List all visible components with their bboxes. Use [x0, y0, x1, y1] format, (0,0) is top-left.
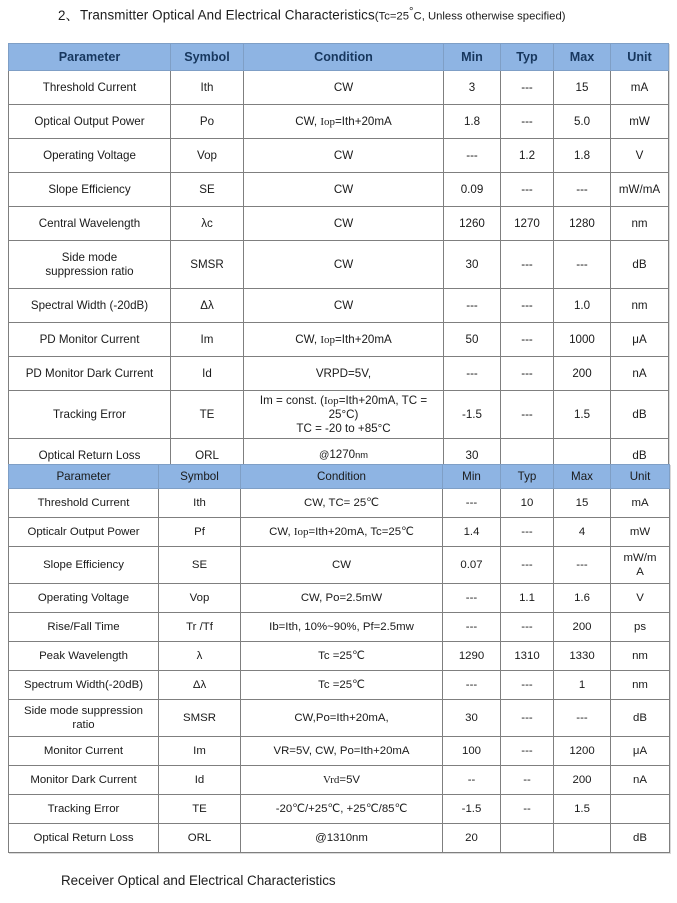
cell-typ: --- [501, 613, 554, 642]
cell-min: 30 [443, 700, 501, 737]
table-row [9, 489, 670, 518]
cell-condition: CW [244, 71, 444, 105]
cell-symbol: λc [171, 207, 244, 241]
cell-symbol: Im [171, 323, 244, 357]
cell-symbol: Ith [171, 71, 244, 105]
table-row [9, 642, 670, 671]
cell-parameter: PD Monitor Dark Current [9, 357, 171, 391]
table-header-row [9, 465, 670, 489]
cell-max: 1000 [554, 323, 611, 357]
cell-parameter: Side mode suppression ratio [9, 700, 159, 737]
cell-symbol: SE [171, 173, 244, 207]
cell-parameter: Opticalr Output Power [9, 518, 159, 547]
section-condition-suffix: C, Unless otherwise specified) [413, 10, 566, 23]
cell-condition: -20℃/+25℃, +25℃/85℃ [241, 795, 443, 824]
cell-symbol: Vop [171, 139, 244, 173]
cell-unit: nm [611, 671, 670, 700]
cell-condition: CW [244, 241, 444, 289]
column-header-max: Max [554, 44, 611, 71]
cell-typ: 1310 [501, 642, 554, 671]
cell-typ: --- [501, 71, 554, 105]
table-row [9, 241, 669, 289]
cell-unit: nm [611, 207, 669, 241]
cell-typ: --- [501, 357, 554, 391]
cell-min: 1260 [444, 207, 501, 241]
table-row [9, 105, 669, 139]
cell-min: --- [444, 139, 501, 173]
cell-condition: VRPD=5V, [244, 357, 444, 391]
cell-condition: CW,Po=Ith+20mA, [241, 700, 443, 737]
cell-max: 4 [554, 518, 611, 547]
cell-parameter: Optical Return Loss [9, 824, 159, 853]
cell-parameter: Central Wavelength [9, 207, 171, 241]
cell-unit: nA [611, 766, 670, 795]
cell-min: -- [443, 766, 501, 795]
cell-parameter: Tracking Error [9, 795, 159, 824]
cell-max: 200 [554, 613, 611, 642]
cell-min: 100 [443, 737, 501, 766]
cell-typ: --- [501, 289, 554, 323]
cell-condition: CW, Iop=Ith+20mA [244, 323, 444, 357]
cell-typ [501, 824, 554, 853]
cell-max: 200 [554, 357, 611, 391]
cell-min: 30 [444, 439, 501, 473]
cell-max: 1 [554, 671, 611, 700]
section-number: 2、 [58, 7, 80, 23]
cell-symbol: Tr /Tf [159, 613, 241, 642]
cell-condition: CW [244, 289, 444, 323]
cell-parameter: Side mode suppression ratio [9, 241, 171, 289]
cell-unit [611, 795, 670, 824]
transmitter-characteristics-table-2 [8, 464, 670, 853]
column-header-min: Min [444, 44, 501, 71]
cell-min: 1.4 [443, 518, 501, 547]
column-header-symbol: Symbol [159, 465, 241, 489]
cell-symbol: ORL [171, 439, 244, 473]
cell-parameter: Threshold Current [9, 71, 171, 105]
cell-parameter: Optical Return Loss [9, 439, 171, 473]
cell-min: 3 [444, 71, 501, 105]
cell-symbol: Id [171, 357, 244, 391]
cell-min: --- [443, 671, 501, 700]
cell-parameter: Spectrum Width(-20dB) [9, 671, 159, 700]
cell-unit: mW/mA [611, 173, 669, 207]
cell-min: --- [444, 289, 501, 323]
cell-parameter: Peak Wavelength [9, 642, 159, 671]
cell-symbol: TE [171, 391, 244, 439]
table-row [9, 139, 669, 173]
cell-symbol: TE [159, 795, 241, 824]
cell-unit: mA [611, 489, 670, 518]
table-row [9, 357, 669, 391]
cell-unit: mW/m A [611, 547, 670, 584]
cell-typ: --- [501, 518, 554, 547]
cell-unit: V [611, 139, 669, 173]
cell-parameter: Operating Voltage [9, 584, 159, 613]
cell-symbol: ORL [159, 824, 241, 853]
cell-typ: --- [501, 105, 554, 139]
cell-min: -1.5 [443, 795, 501, 824]
table-row [9, 71, 669, 105]
cell-symbol: Im [159, 737, 241, 766]
table-row [9, 323, 669, 357]
cell-min: 50 [444, 323, 501, 357]
cell-min: 0.09 [444, 173, 501, 207]
column-header-typ: Typ [501, 465, 554, 489]
cell-symbol: λ [159, 642, 241, 671]
cell-condition: CW, Iop=Ith+20mA [244, 105, 444, 139]
cell-typ: --- [501, 391, 554, 439]
table-row [9, 700, 670, 737]
table-row [9, 613, 670, 642]
cell-max: 1330 [554, 642, 611, 671]
cell-symbol: Ith [159, 489, 241, 518]
column-header-typ: Typ [501, 44, 554, 71]
table-row [9, 391, 669, 439]
cell-typ: -- [501, 766, 554, 795]
cell-symbol: Δλ [171, 289, 244, 323]
cell-typ: --- [501, 241, 554, 289]
table-row [9, 207, 669, 241]
cell-max: --- [554, 173, 611, 207]
cell-parameter: Rise/Fall Time [9, 613, 159, 642]
cell-parameter: Monitor Dark Current [9, 766, 159, 795]
cell-min: 20 [443, 824, 501, 853]
cell-max: 5.0 [554, 105, 611, 139]
cell-parameter: Operating Voltage [9, 139, 171, 173]
table-row [9, 289, 669, 323]
cell-condition: CW [244, 139, 444, 173]
cell-symbol: SMSR [171, 241, 244, 289]
column-header-unit: Unit [611, 465, 670, 489]
cell-unit: nm [611, 642, 670, 671]
cell-condition: CW, TC= 25℃ [241, 489, 443, 518]
cell-condition: CW [241, 547, 443, 584]
cell-max: 1200 [554, 737, 611, 766]
column-header-condition: Condition [244, 44, 444, 71]
cell-typ: --- [501, 671, 554, 700]
cell-condition: Im = const. (Iop=Ith+20mA, TC = 25°C) TC = -20 to +85°C [244, 391, 444, 439]
cell-max: 200 [554, 766, 611, 795]
table-row [9, 173, 669, 207]
cell-parameter: Threshold Current [9, 489, 159, 518]
cell-unit: μA [611, 323, 669, 357]
cell-condition: CW [244, 207, 444, 241]
cell-parameter: Spectral Width (-20dB) [9, 289, 171, 323]
cell-unit: dB [611, 391, 669, 439]
cell-min: --- [443, 584, 501, 613]
cell-min: --- [443, 613, 501, 642]
cell-min: -1.5 [444, 391, 501, 439]
cell-parameter: Slope Efficiency [9, 547, 159, 584]
cell-max: 15 [554, 71, 611, 105]
cell-unit: dB [611, 439, 669, 473]
cell-typ: --- [501, 323, 554, 357]
cell-typ: --- [501, 737, 554, 766]
cell-min: 1290 [443, 642, 501, 671]
cell-symbol: SMSR [159, 700, 241, 737]
cell-typ: --- [501, 173, 554, 207]
column-header-symbol: Symbol [171, 44, 244, 71]
cell-condition: @1310nm [241, 824, 443, 853]
table-row [9, 547, 670, 584]
cell-parameter: Optical Output Power [9, 105, 171, 139]
cell-max: 1.0 [554, 289, 611, 323]
cell-condition: Ib=Ith, 10%~90%, Pf=2.5mw [241, 613, 443, 642]
cell-max: 1.5 [554, 391, 611, 439]
cell-max: 1280 [554, 207, 611, 241]
cell-condition: CW, Po=2.5mW [241, 584, 443, 613]
cell-parameter: Monitor Current [9, 737, 159, 766]
cell-unit: ps [611, 613, 670, 642]
cell-condition: Tc =25℃ [241, 642, 443, 671]
cell-condition: CW [244, 173, 444, 207]
cell-unit: nm [611, 289, 669, 323]
cell-symbol: Δλ [159, 671, 241, 700]
cell-min: 1.8 [444, 105, 501, 139]
cell-unit: V [611, 584, 670, 613]
cell-unit: mW [611, 105, 669, 139]
cell-max: 1.5 [554, 795, 611, 824]
cell-max: --- [554, 700, 611, 737]
table-row [9, 518, 670, 547]
table-row [9, 737, 670, 766]
cell-symbol: Vop [159, 584, 241, 613]
cell-min: 30 [444, 241, 501, 289]
cell-max: --- [554, 547, 611, 584]
cell-parameter: Tracking Error [9, 391, 171, 439]
section-condition-prefix: (Tc=25 [374, 10, 410, 23]
section-title-text: Transmitter Optical And Electrical Characteristics [80, 7, 375, 23]
cell-symbol: Id [159, 766, 241, 795]
cell-condition: CW, Iop=Ith+20mA, Tc=25℃ [241, 518, 443, 547]
cell-parameter: PD Monitor Current [9, 323, 171, 357]
cell-min: 0.07 [443, 547, 501, 584]
cell-unit: dB [611, 824, 670, 853]
cell-unit: dB [611, 700, 670, 737]
table-row [9, 671, 670, 700]
cell-parameter: Slope Efficiency [9, 173, 171, 207]
receiver-section-heading: Receiver Optical and Electrical Characteristics [61, 873, 336, 888]
cell-condition: @1270nm [244, 439, 444, 473]
cell-typ: 10 [501, 489, 554, 518]
column-header-parameter: Parameter [9, 44, 171, 71]
cell-typ: 1.1 [501, 584, 554, 613]
cell-typ: 1270 [501, 207, 554, 241]
cell-min: --- [444, 357, 501, 391]
column-header-parameter: Parameter [9, 465, 159, 489]
table-row [9, 824, 670, 853]
table-row [9, 584, 670, 613]
cell-typ: --- [501, 700, 554, 737]
degree-symbol-icon: ° [409, 6, 414, 18]
cell-condition: Vrd=5V [241, 766, 443, 795]
cell-condition: VR=5V, CW, Po=Ith+20mA [241, 737, 443, 766]
cell-symbol: SE [159, 547, 241, 584]
cell-condition: Tc =25℃ [241, 671, 443, 700]
column-header-min: Min [443, 465, 501, 489]
cell-max: 1.6 [554, 584, 611, 613]
cell-typ: --- [501, 547, 554, 584]
cell-max: 1.8 [554, 139, 611, 173]
cell-min: --- [443, 489, 501, 518]
cell-unit: μA [611, 737, 670, 766]
cell-max: 15 [554, 489, 611, 518]
column-header-max: Max [554, 465, 611, 489]
table-row [9, 766, 670, 795]
table-header-row [9, 44, 669, 71]
transmitter-characteristics-table-1 [8, 43, 669, 473]
cell-symbol: Pf [159, 518, 241, 547]
cell-max [554, 824, 611, 853]
cell-typ: 1.2 [501, 139, 554, 173]
cell-unit: dB [611, 241, 669, 289]
cell-typ: -- [501, 795, 554, 824]
column-header-unit: Unit [611, 44, 669, 71]
cell-unit: nA [611, 357, 669, 391]
table-row [9, 795, 670, 824]
cell-unit: mW [611, 518, 670, 547]
cell-max: --- [554, 241, 611, 289]
column-header-condition: Condition [241, 465, 443, 489]
cell-symbol: Po [171, 105, 244, 139]
cell-unit: mA [611, 71, 669, 105]
section-heading [58, 3, 673, 26]
